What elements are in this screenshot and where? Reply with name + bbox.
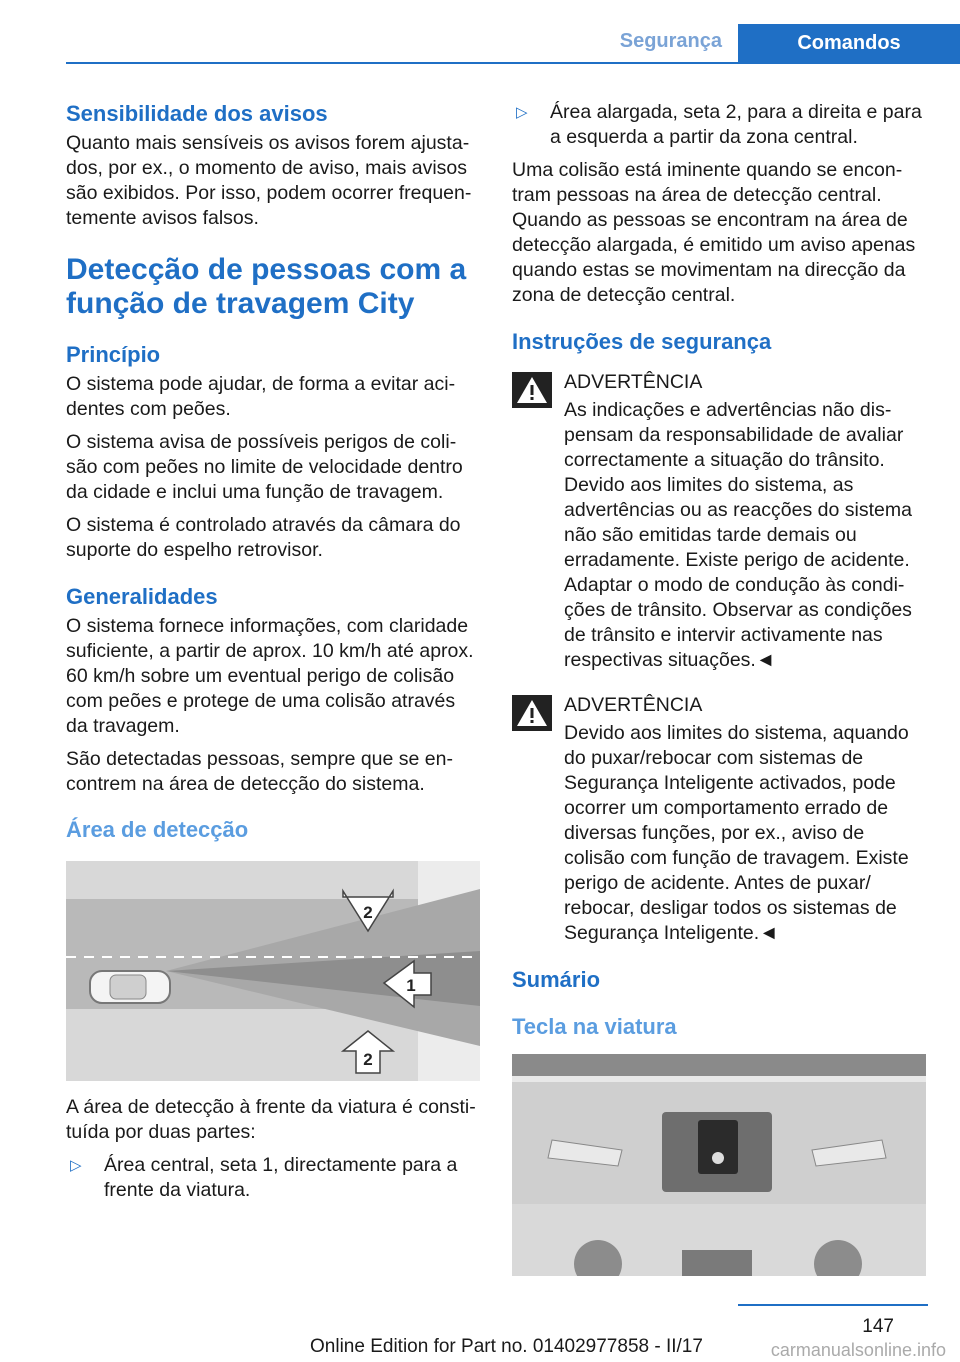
heading-principio: Princípio (66, 342, 161, 367)
paragraph: O sistema pode ajudar, de forma a evitar acidentes com peões. (66, 373, 456, 420)
heading-tecla: Tecla na viatura (512, 1014, 677, 1039)
warning-title: ADVERTÊNCIA (564, 694, 703, 716)
arrow-label: 2 (363, 1050, 373, 1069)
list-item: ▷ Área alargada, seta 2, para a direita e para a esquerda a partir da zona central. (512, 100, 926, 150)
car-icon (90, 971, 170, 1003)
arrow-label: 2 (363, 903, 373, 922)
paragraph: São detectadas pessoas, sempre que se encontrem na área de detecção do sistema. (66, 748, 453, 795)
page-header (66, 24, 960, 64)
warning-text: As indicações e advertências não dispensam da responsabilidade de avaliar correctamente a situação do trânsito. Devido aos limites do sistema, as advertências ou as reacções do sistema não são emitidas tarde demais ou erradamente. Existe perigo de acidente. Adaptar o modo de condução às condições de trânsito. Observar as condições de trânsito e intervir activamente nas respectivas situações.◄ (564, 399, 912, 671)
warning-title: ADVERTÊNCIA (564, 371, 703, 393)
warning-block (512, 693, 926, 946)
warning-block (512, 370, 926, 673)
detection-area-diagram (66, 861, 480, 1081)
warning-icon (512, 695, 552, 731)
heading-generalidades: Generalidades (66, 584, 218, 609)
right-column (512, 100, 926, 1281)
chapter-tab: Comandos (738, 24, 960, 62)
list-item: ▷ Área central, seta 1, directamente para a frente da viatura. (66, 1153, 480, 1203)
paragraph: A área de detecção à frente da viatura é constituída por duas partes: (66, 1096, 476, 1143)
page-number: 147 (862, 1316, 894, 1337)
warning-text: Devido aos limites do sistema, aquando do puxar/rebocar com sistemas de Segurança Inteligente activados, pode ocorrer um comportamento errado de diversas funções, por ex., aviso de colisão com função de travagem. Existe perigo de acidente. Antes de puxar/ rebocar, desligar todos os sistemas de Segurança Inteligente.◄ (564, 722, 909, 944)
edition-text: Online Edition for Part no. 01402977858 - II/17 (310, 1336, 703, 1357)
heading-area-deteccao: Área de detecção (66, 817, 249, 842)
left-column (66, 100, 480, 1211)
paragraph: O sistema é controlado através da câmara do suporte do espelho retrovisor. (66, 514, 461, 561)
arrow-label: 1 (406, 976, 416, 995)
warning-icon (512, 372, 552, 408)
heading-sumario: Sumário (512, 967, 601, 992)
section-tab: Segurança (619, 30, 722, 52)
section-title: Detecção de pessoas com a função de travagem City (66, 253, 467, 320)
bullet-icon: ▷ (70, 1157, 82, 1174)
vehicle-button-photo (512, 1054, 926, 1276)
bullet-icon: ▷ (516, 104, 528, 121)
paragraph: Quanto mais sensíveis os avisos forem ajustados, por ex., o momento de aviso, mais avisos são exibidos. Por isso, podem ocorrer frequentemente avisos falsos. (66, 132, 472, 229)
footer-rule (738, 1304, 928, 1306)
watermark: carmanualsonline.info (770, 1340, 946, 1360)
paragraph: O sistema fornece informações, com claridade suficiente, a partir de aprox. 10 km/h até aprox. 60 km/h sobre um eventual perigo de colisão com peões e protege de uma colisão através da travagem. (66, 615, 474, 737)
paragraph: Uma colisão está iminente quando se encontram pessoas na área de detecção central. Quando as pessoas se encontram na área de detecção alargada, é emitido um aviso apenas quando estas se movimentam na direcção da zona de detecção central. (512, 159, 916, 306)
heading-instrucoes: Instruções de segurança (512, 329, 772, 354)
paragraph: O sistema avisa de possíveis perigos de colisão com peões no limite de velocidade dentro da cidade e inclui uma função de travagem. (66, 431, 463, 503)
heading-sensibilidade: Sensibilidade dos avisos (66, 101, 328, 126)
